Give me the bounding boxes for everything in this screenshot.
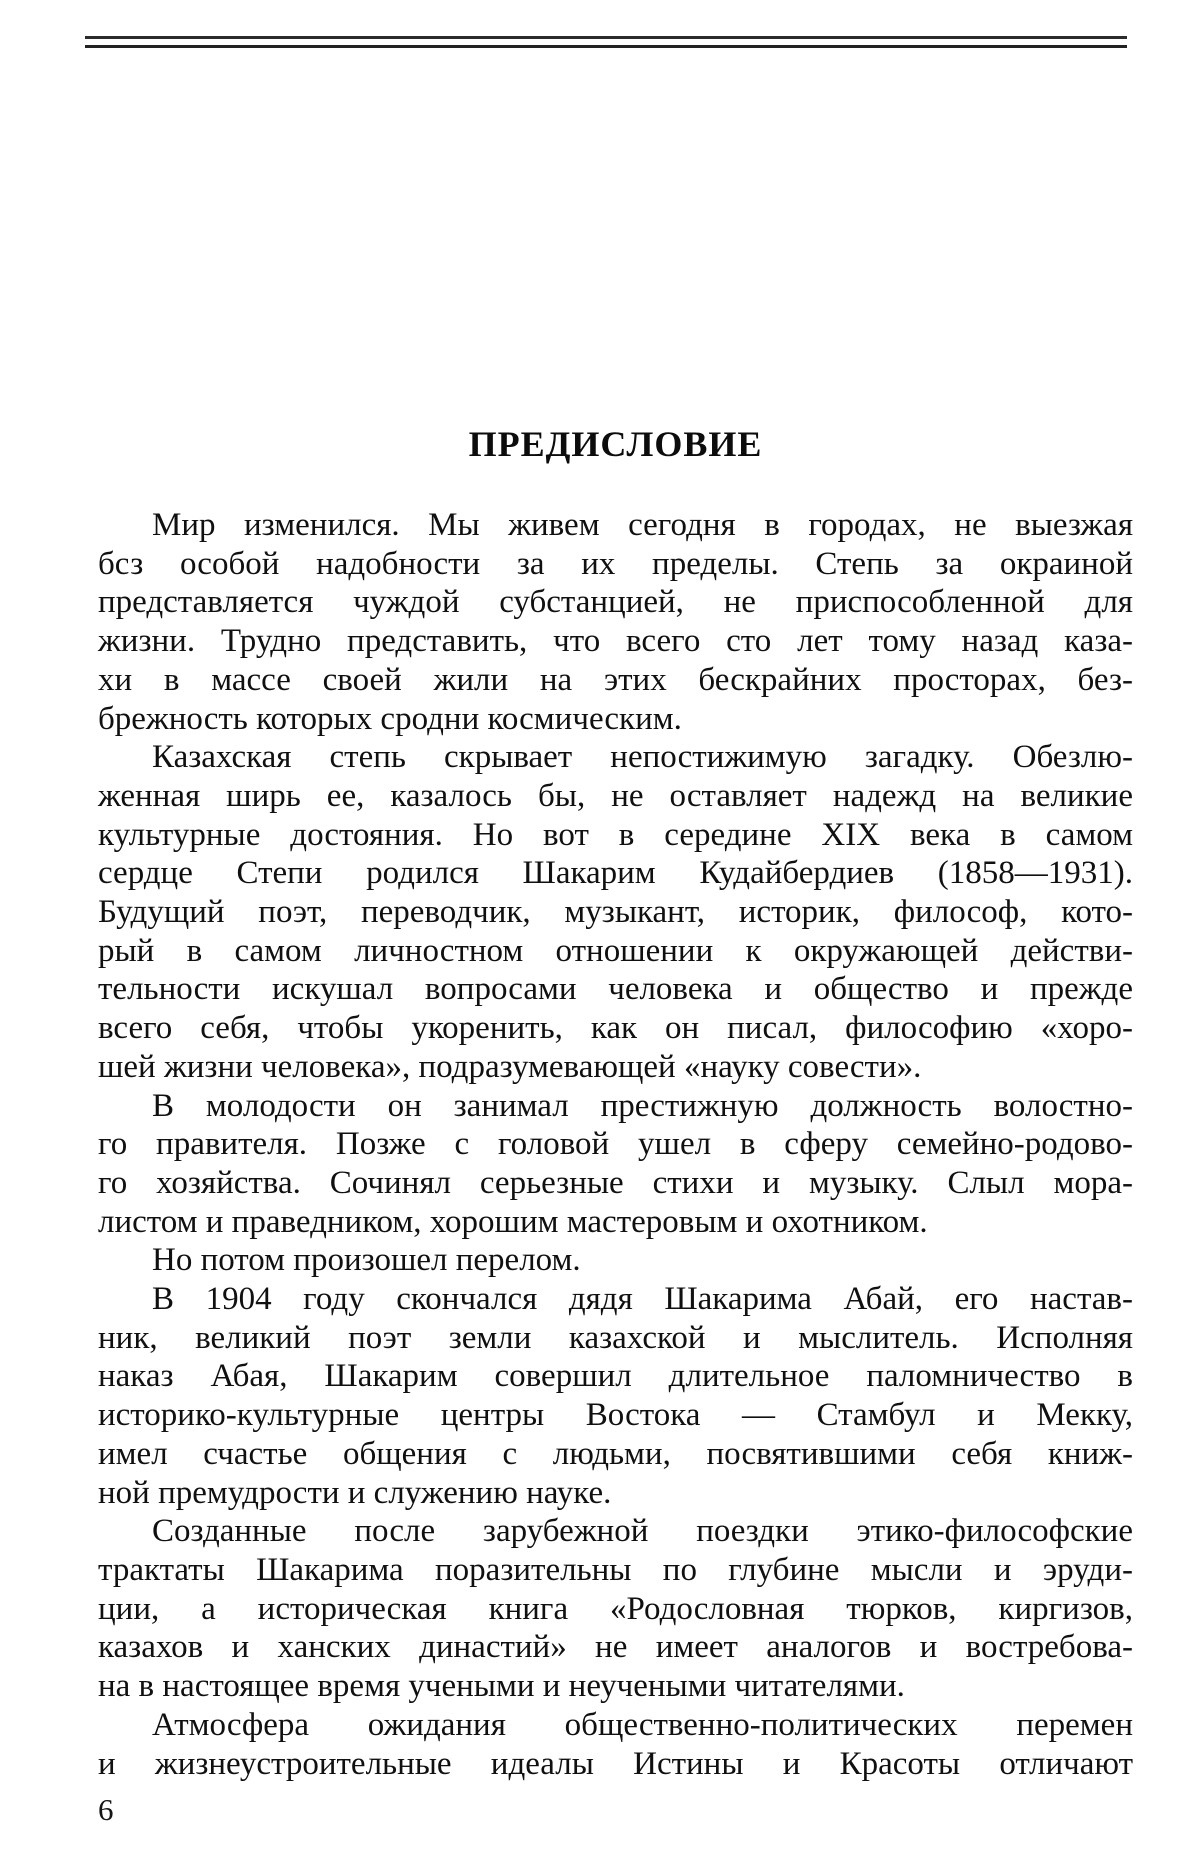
page-number: 6 [98,1792,114,1827]
paragraph [98,1512,1133,1706]
text-line: Будущий поэт, переводчик, музыкант, историк, философ, кото- [98,894,1133,931]
text-line: сердце Степи родился Шакарим Кудайбердиев (1858—1931). [98,855,1133,892]
text-line: брежность которых сродни космическим. [98,700,682,737]
top-double-rule [85,34,1127,50]
text-line: го хозяйства. Сочинял серьезные стихи и музыку. Слыл мора- [98,1164,1133,1201]
text-line: Созданные после зарубежной поездки этико-философские [152,1513,1133,1550]
text-line: ции, а историческая книга «Родословная тюрков, киргизов, [98,1590,1133,1627]
rule-line-top [85,36,1127,39]
preface-text-block [98,506,1133,1783]
text-line: всего себя, чтобы укоренить, как он писал, философию «хоро- [98,1010,1133,1047]
text-line: Но потом произошел перелом. [152,1242,581,1279]
text-line: ник, великий поэт земли казахской и мыслитель. Исполняя [98,1319,1133,1356]
paragraph [98,1241,1133,1280]
text-line: хи в массе своей жили на этих бескрайних просторах, без- [98,661,1133,698]
paragraph [98,738,1133,1086]
text-line: жизни. Трудно представить, что всего сто лет тому назад каза- [98,623,1133,660]
text-line: тельности искушал вопросами человека и общество и прежде [98,971,1133,1008]
text-line: имел счастье общения с людьми, посвятившими себя книж- [98,1435,1133,1472]
text-line: листом и праведником, хорошим мастеровым и охотником. [98,1203,928,1240]
text-line: женная ширь ее, казалось бы, не оставляет надежд на великие [98,777,1133,814]
text-line: казахов и ханских династий» не имеет аналогов и востребова- [98,1629,1133,1666]
text-line: наказ Абая, Шакарим совершил длительное паломничество в [98,1358,1133,1395]
paragraph [98,1706,1133,1783]
text-line: В молодости он занимал престижную должность волостно- [152,1087,1133,1124]
text-line: го правителя. Позже с головой ушел в сферу семейно-родово- [98,1126,1133,1163]
text-line: В 1904 году скончался дядя Шакарима Абай, его настав- [152,1281,1133,1318]
text-line: Казахская степь скрывает непостижимую загадку. Обезлю- [152,739,1133,776]
text-line: и жизнеустроительные идеалы Истины и Красоты отличают [98,1745,1133,1782]
text-line: культурные достояния. Но вот в середине XIX века в самом [98,816,1133,853]
text-line: бсз особой надобности за их пределы. Степь за окраиной [98,545,1133,582]
text-line: шей жизни человека», подразумевающей «науку совести». [98,1048,922,1085]
rule-line-bottom [85,45,1127,48]
text-line: на в настоящее время учеными и неучеными читателями. [98,1668,905,1705]
text-line: Атмосфера ожидания общественно-политических перемен [152,1706,1133,1743]
text-line: рый в самом личностном отношении к окружающей действи- [98,932,1133,969]
text-line: трактаты Шакарима поразительны по глубине мысли и эруди- [98,1551,1133,1588]
paragraph [98,1087,1133,1242]
text-line: представляется чуждой субстанцией, не приспособленной для [98,584,1133,621]
text-line: историко-культурные центры Востока — Стамбул и Мекку, [98,1397,1133,1434]
text-line: ной премудрости и служению науке. [98,1474,612,1511]
paragraph [98,1280,1133,1512]
text-line: Мир изменился. Мы живем сегодня в городах, не выезжая [152,507,1133,543]
paragraph [98,506,1133,738]
page-title: ПРЕДИСЛОВИЕ [468,424,763,464]
